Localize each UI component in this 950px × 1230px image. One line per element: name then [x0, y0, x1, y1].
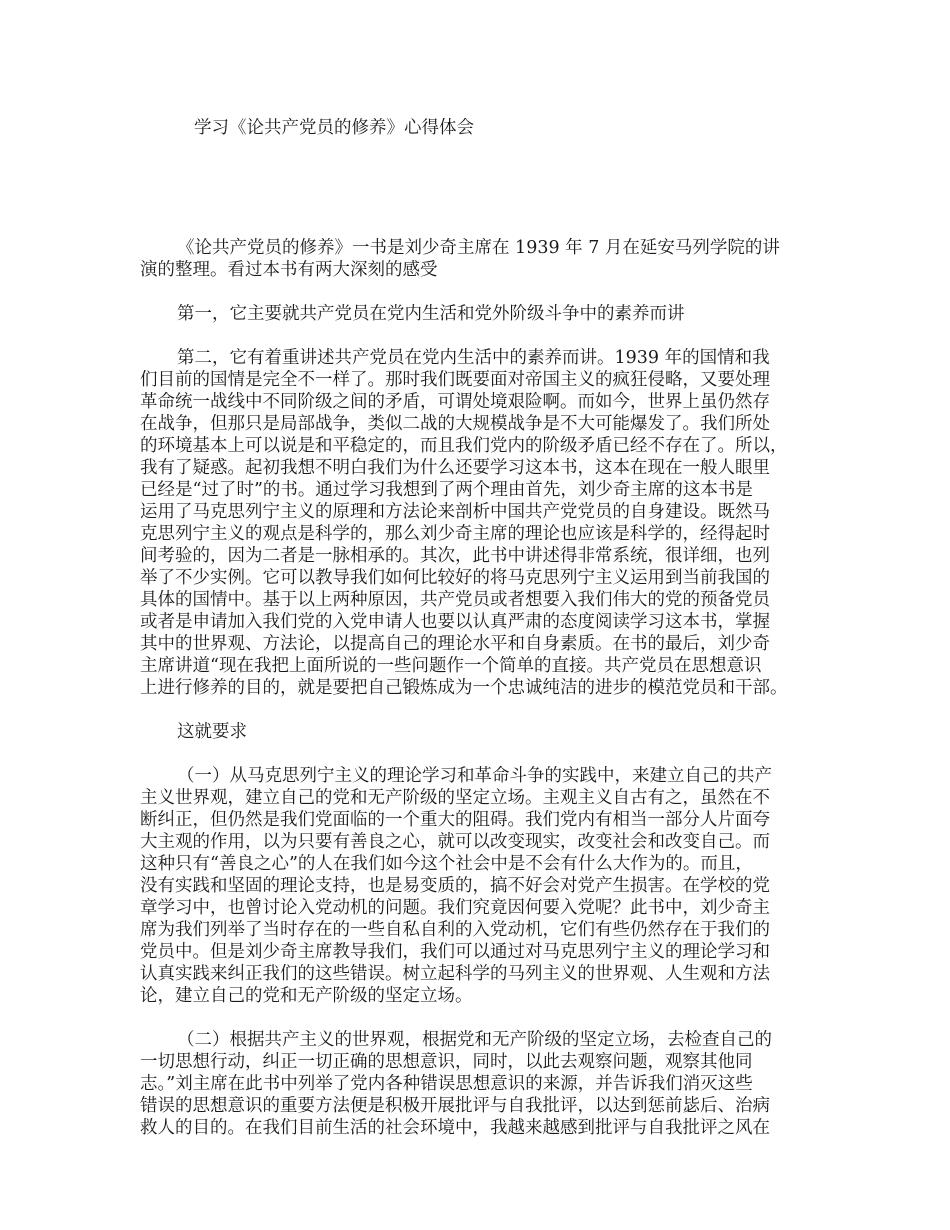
paragraph-line: 运用了马克思列宁主义的原理和方法论来剖析中国共产党党员的自身建设。既然马	[140, 502, 770, 522]
paragraph-line: 我有了疑惑。起初我想不明白我们为什么还要学习这本书，这本在现在一般人眼里	[140, 458, 770, 478]
paragraph-line: 间考验的，因为二者是一脉相承的。其次，此书中讲述得非常系统，很详细，也列	[140, 546, 770, 566]
paragraph-line: 论，建立自己的党和无产阶级的坚定立场。	[140, 986, 473, 1006]
body-paragraph	[140, 347, 822, 699]
paragraph-line: 上进行修养的目的，就是要把自己锻炼成为一个忠诚纯洁的进步的模范党员和干部。	[140, 678, 788, 698]
paragraph-line: 或者是申请加入我们党的入党申请人也要以认真严肃的态度阅读学习这本书，掌握	[140, 612, 770, 632]
document-body	[140, 237, 822, 1161]
paragraph-line: 大主观的作用，以为只要有善良之心，就可以改变现实，改变社会和改变自己。而	[140, 832, 770, 852]
paragraph-line: 其中的世界观、方法论，以提高自己的理论水平和自身素质。在书的最后，刘少奇	[140, 634, 770, 654]
paragraph-line: 第二，它有着重讲述共产党员在党内生活中的素养而讲。1939 年的国情和我	[177, 348, 770, 368]
paragraph-line: 这就要求	[177, 722, 247, 742]
paragraph-line: 主席讲道“现在我把上面所说的一些问题作一个简单的直接。共产党员在思想意识	[140, 656, 762, 676]
paragraph-line: 主义世界观，建立自己的党和无产阶级的坚定立场。主观主义自古有之，虽然在不	[140, 788, 770, 808]
paragraph-line: 的环境基本上可以说是和平稳定的，而且我们党内的阶级矛盾已经不存在了。所以，	[140, 436, 788, 456]
paragraph-line: 具体的国情中。基于以上两种原因，共产党员或者想要入我们伟大的党的预备党员	[140, 590, 770, 610]
paragraph-line: 革命统一战线中不同阶级之间的矛盾，可谓处境艰险啊。而如今，世界上虽仍然存	[140, 392, 770, 412]
paragraph-line: （一）从马克思列宁主义的理论学习和革命斗争的实践中，来建立自己的共产	[177, 766, 772, 786]
body-paragraph	[140, 1029, 822, 1139]
paragraph-line: 一切思想行动，纠正一切正确的思想意识，同时，以此去观察问题，观察其他同	[140, 1052, 753, 1072]
paragraph-line: 们目前的国情是完全不一样了。那时我们既要面对帝国主义的疯狂侵略，又要处理	[140, 370, 770, 390]
paragraph-line: 《论共产党员的修养》一书是刘少奇主席在 1939 年 7 月在延安马列学院的讲	[177, 238, 780, 258]
paragraph-line: 举了不少实例。它可以教导我们如何比较好的将马克思列宁主义运用到当前我国的	[140, 568, 770, 588]
paragraph-line: 没有实践和坚固的理论支持，也是易变质的，搞不好会对党产生损害。在学校的党	[140, 876, 770, 896]
paragraph-line: 认真实践来纠正我们的这些错误。树立起科学的马列主义的世界观、人生观和方法	[140, 964, 770, 984]
paragraph-line: 克思列宁主义的观点是科学的，那么刘少奇主席的理论也应该是科学的，经得起时	[140, 524, 770, 544]
body-paragraph	[140, 721, 822, 743]
paragraph-line: 第一，它主要就共产党员在党内生活和党外阶级斗争中的素养而讲	[177, 304, 685, 324]
paragraph-line: 在战争，但那只是局部战争，类似二战的大规模战争是不大可能爆发了。我们所处	[140, 414, 770, 434]
paragraph-line: 救人的目的。在我们目前生活的社会环境中，我越来越感到批评与自我批评之风在	[140, 1118, 770, 1138]
body-paragraph	[140, 237, 822, 281]
paragraph-line: 志。”刘主席在此书中列举了党内各种错误思想意识的来源，并告诉我们消灭这些	[140, 1074, 753, 1094]
paragraph-line: 演的整理。看过本书有两大深刻的感受	[140, 260, 438, 280]
paragraph-line: 已经是“过了时”的书。通过学习我想到了两个理由首先，刘少奇主席的这本书是	[140, 480, 753, 500]
paragraph-line: 断纠正，但仍然是我们党面临的一个重大的阻碍。我们党内有相当一部分人片面夸	[140, 810, 770, 830]
paragraph-line: 错误的思想意识的重要方法便是积极开展批评与自我批评，以达到惩前毖后、治病	[140, 1096, 770, 1116]
paragraph-line: （二）根据共产主义的世界观，根据党和无产阶级的坚定立场，去检查自己的	[177, 1030, 772, 1050]
paragraph-line: 党员中。但是刘少奇主席教导我们，我们可以通过对马克思列宁主义的理论学习和	[140, 942, 770, 962]
paragraph-line: 章学习中，也曾讨论入党动机的问题。我们究竟因何要入党呢？此书中，刘少奇主	[140, 898, 770, 918]
paragraph-line: 席为我们列举了当时存在的一些自私自利的入党动机，它们有些仍然存在于我们的	[140, 920, 770, 940]
paragraph-line: 这种只有“善良之心”的人在我们如今这个社会中是不会有什么大作为的。而且，	[140, 854, 753, 874]
body-paragraph	[140, 765, 822, 1007]
document-title: 学习《论共产党员的修养》心得体会	[194, 118, 474, 138]
body-paragraph	[140, 303, 822, 325]
